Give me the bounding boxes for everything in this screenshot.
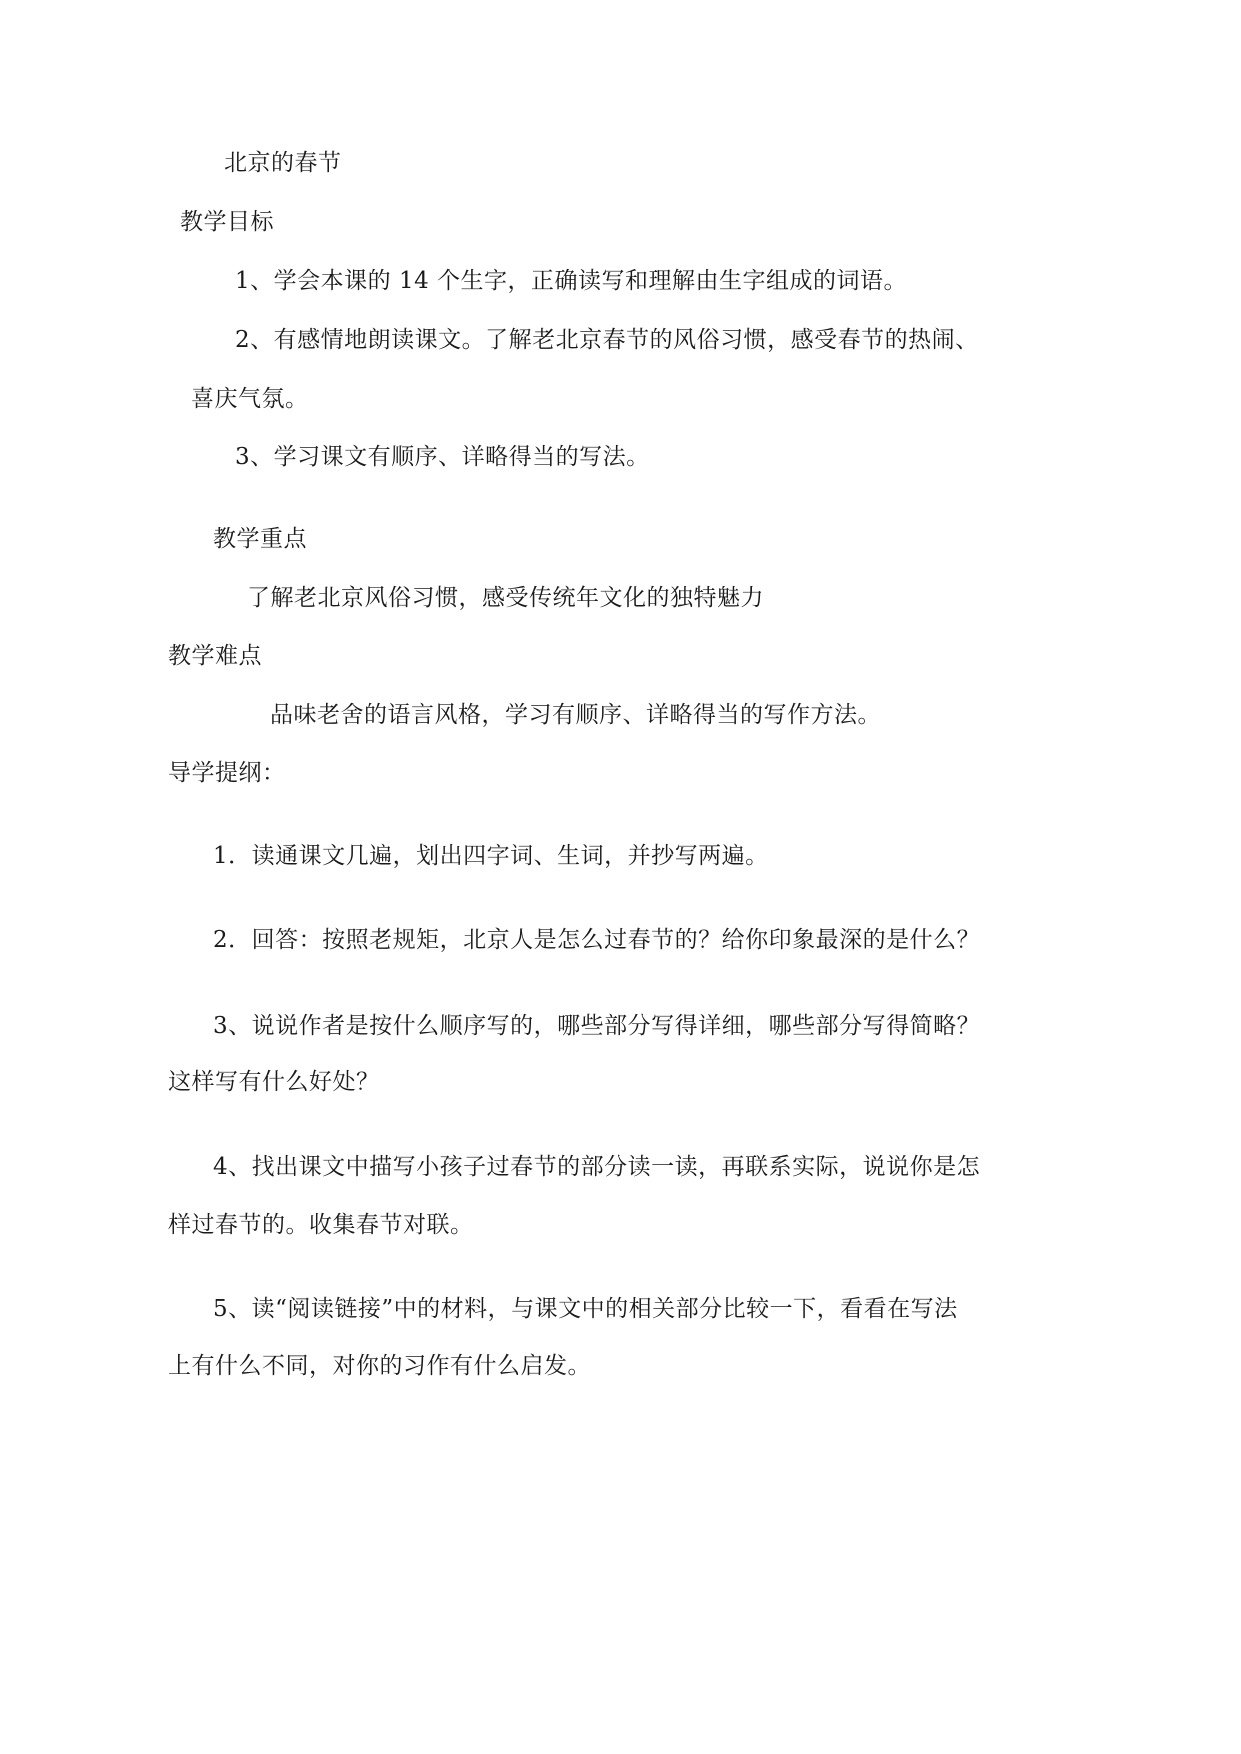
outline-heading: 导学提纲： <box>168 760 286 786</box>
outline-item-5: 5、读“阅读链接”中的材料，与课文中的相关部分比较一下，看看在写法 <box>213 1296 958 1322</box>
outline-item-3: 3、说说作者是按什么顺序写的，哪些部分写得详细，哪些部分写得简略？ <box>213 1013 981 1039</box>
outline-item-1: 1．读通课文几遍，划出四字词、生词，并抄写两遍。 <box>213 843 769 869</box>
difficulties-text: 品味老舍的语言风格，学习有顺序、详略得当的写作方法。 <box>270 702 881 728</box>
outline-item-4: 4、找出课文中描写小孩子过春节的部分读一读，再联系实际，说说你是怎 <box>213 1154 981 1180</box>
objectives-heading: 教学目标 <box>180 209 274 235</box>
outline-item-2: 2．回答：按照老规矩，北京人是怎么过春节的？给你印象最深的是什么？ <box>213 927 981 953</box>
objective-item-2-cont: 喜庆气氛。 <box>191 386 309 412</box>
objective-item-2: 2、有感情地朗读课文。了解老北京春节的风俗习惯，感受春节的热闹、 <box>235 327 979 353</box>
outline-item-5-cont: 上有什么不同，对你的习作有什么启发。 <box>168 1353 591 1379</box>
objective-item-1: 1、学会本课的 14 个生字，正确读写和理解由生字组成的词语。 <box>235 268 908 294</box>
outline-item-3-cont: 这样写有什么好处？ <box>168 1069 380 1095</box>
key-points-text: 了解老北京风俗习惯，感受传统年文化的独特魅力 <box>247 585 764 611</box>
outline-item-4-cont: 样过春节的。收集春节对联。 <box>168 1212 474 1238</box>
difficulties-heading: 教学难点 <box>168 643 262 669</box>
objective-item-3: 3、学习课文有顺序、详略得当的写法。 <box>235 444 650 470</box>
document-title: 北京的春节 <box>224 150 342 176</box>
key-points-heading: 教学重点 <box>213 526 307 552</box>
